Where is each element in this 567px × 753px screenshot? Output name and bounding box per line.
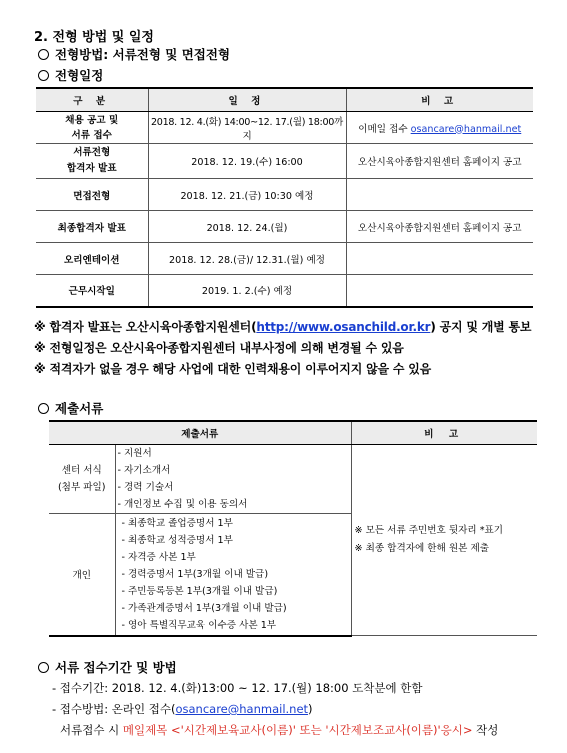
- center-label: 센터 서식 (첨부 파일): [49, 445, 115, 514]
- documents-table: [49, 420, 537, 637]
- row-date: 2019. 1. 2.(수) 예정: [148, 275, 346, 307]
- list-item: - 경력증명서 1부(3개월 이내 발급): [121, 568, 269, 580]
- remark-item: ※ 최종 합격자에 한해 원본 제출: [354, 543, 489, 554]
- row-note: [346, 275, 533, 307]
- schedule-table: [36, 87, 533, 308]
- list-item: - 가족관계증명서 1부(3개월 이내 발급): [121, 602, 287, 614]
- center-items: [115, 445, 351, 514]
- row-category: 근무시작일: [36, 275, 148, 307]
- list-item: - 주민등록등본 1부(3개월 이내 발급): [121, 585, 278, 597]
- schedule-row: [36, 112, 533, 144]
- documents-heading: [38, 399, 103, 417]
- list-item: - 지원서: [117, 448, 152, 459]
- method-line: [38, 45, 230, 63]
- list-item: - 개인정보 수집 및 이용 동의서: [117, 499, 248, 510]
- header-remarks: 비 고: [351, 421, 537, 445]
- documents-title: 제출서류: [55, 401, 104, 416]
- list-item: - 자격증 사본 1부: [121, 551, 196, 563]
- row-date: 2018. 12. 19.(수) 16:00: [148, 144, 346, 179]
- schedule-row: [36, 243, 533, 275]
- row-note: 오산시육아종합지원센터 홈페이지 공고: [346, 144, 533, 179]
- email-subject-format: 메일제목 <'시간제보육교사(이름)' 또는 '시간제보조교사(이름)'응시>: [122, 723, 473, 737]
- circle-bullet-icon: [38, 49, 49, 60]
- list-item: - 자기소개서: [117, 465, 171, 476]
- remark-item: ※ 모든 서류 주민번호 뒷자리 *표기: [354, 525, 504, 536]
- method-text: 전형방법: 서류전형 및 면접전형: [55, 47, 231, 62]
- documents-header-row: [49, 421, 537, 445]
- remarks-cell: [351, 445, 537, 636]
- row-category: 오리엔테이션: [36, 243, 148, 275]
- application-subject-rule: 서류접수 시 메일제목 <'시간제보육교사(이름)' 또는 '시간제보조교사(이름)'응시> 작성: [60, 723, 499, 737]
- list-item: - 경력 기술서: [117, 482, 174, 493]
- application-period: - 접수기간: 2018. 12. 4.(화)13:00 ~ 12. 17.(월) 18:00 도착분에 한함: [52, 681, 423, 695]
- circle-bullet-icon: [38, 403, 49, 414]
- row-note: 이메일 접수 osancare@hanmail.net: [346, 112, 533, 144]
- header-documents: 제출서류: [49, 421, 351, 445]
- application-heading: [38, 658, 177, 676]
- row-category: 면접전형: [36, 179, 148, 211]
- header-note: 비 고: [346, 88, 533, 112]
- schedule-row: [36, 275, 533, 307]
- website-link[interactable]: http://www.osanchild.or.kr: [256, 320, 431, 334]
- email-link[interactable]: osancare@hanmail.net: [410, 123, 522, 135]
- application-method: - 접수방법: 온라인 접수(osancare@hanmail.net): [52, 702, 313, 716]
- row-note: [346, 179, 533, 211]
- section-title: 2. 전형 방법 및 일정: [34, 30, 154, 45]
- row-category: 서류전형 합격자 발표: [36, 144, 148, 179]
- schedule-heading: [38, 66, 103, 84]
- note-announcement: ※ 합격자 발표는 오산시육아종합지원센터(http://www.osanchild.or.kr) 공지 및 개별 통보: [34, 320, 532, 334]
- note-no-candidate: ※ 적격자가 없을 경우 해당 사업에 대한 인력채용이 이루어지지 않을 수 있음: [34, 362, 431, 376]
- row-date: 2018. 12. 24.(월): [148, 211, 346, 243]
- circle-bullet-icon: [38, 70, 49, 81]
- circle-bullet-icon: [38, 662, 49, 673]
- schedule-header-row: [36, 88, 533, 112]
- schedule-row: [36, 179, 533, 211]
- note-schedule-change: ※ 전형일정은 오산시육아종합지원센터 내부사정에 의해 변경될 수 있음: [34, 341, 404, 355]
- row-date: 2018. 12. 4.(화) 14:00~12. 17.(월) 18:00까지: [148, 112, 346, 144]
- schedule-title: 전형일정: [55, 68, 104, 83]
- row-note: [346, 243, 533, 275]
- row-note: 오산시육아종합지원센터 홈페이지 공고: [346, 211, 533, 243]
- schedule-row: [36, 144, 533, 179]
- row-date: 2018. 12. 28.(금)/ 12.31.(월) 예정: [148, 243, 346, 275]
- list-item: - 영아 특별직무교육 이수증 사본 1부: [121, 619, 277, 631]
- personal-items: [115, 514, 351, 636]
- personal-label: 개인: [49, 514, 115, 636]
- list-item: - 최종학교 성적증명서 1부: [121, 534, 233, 546]
- header-date: 일 정: [148, 88, 346, 112]
- row-category: 채용 공고 및 서류 접수: [36, 112, 148, 144]
- list-item: - 최종학교 졸업증명서 1부: [121, 517, 233, 529]
- application-title: 서류 접수기간 및 방법: [55, 660, 177, 675]
- row-category: 최종합격자 발표: [36, 211, 148, 243]
- header-category: 구 분: [36, 88, 148, 112]
- schedule-row: [36, 211, 533, 243]
- email-link[interactable]: osancare@hanmail.net: [175, 702, 309, 716]
- row-date: 2018. 12. 21.(금) 10:30 예정: [148, 179, 346, 211]
- documents-row-center: [49, 445, 537, 514]
